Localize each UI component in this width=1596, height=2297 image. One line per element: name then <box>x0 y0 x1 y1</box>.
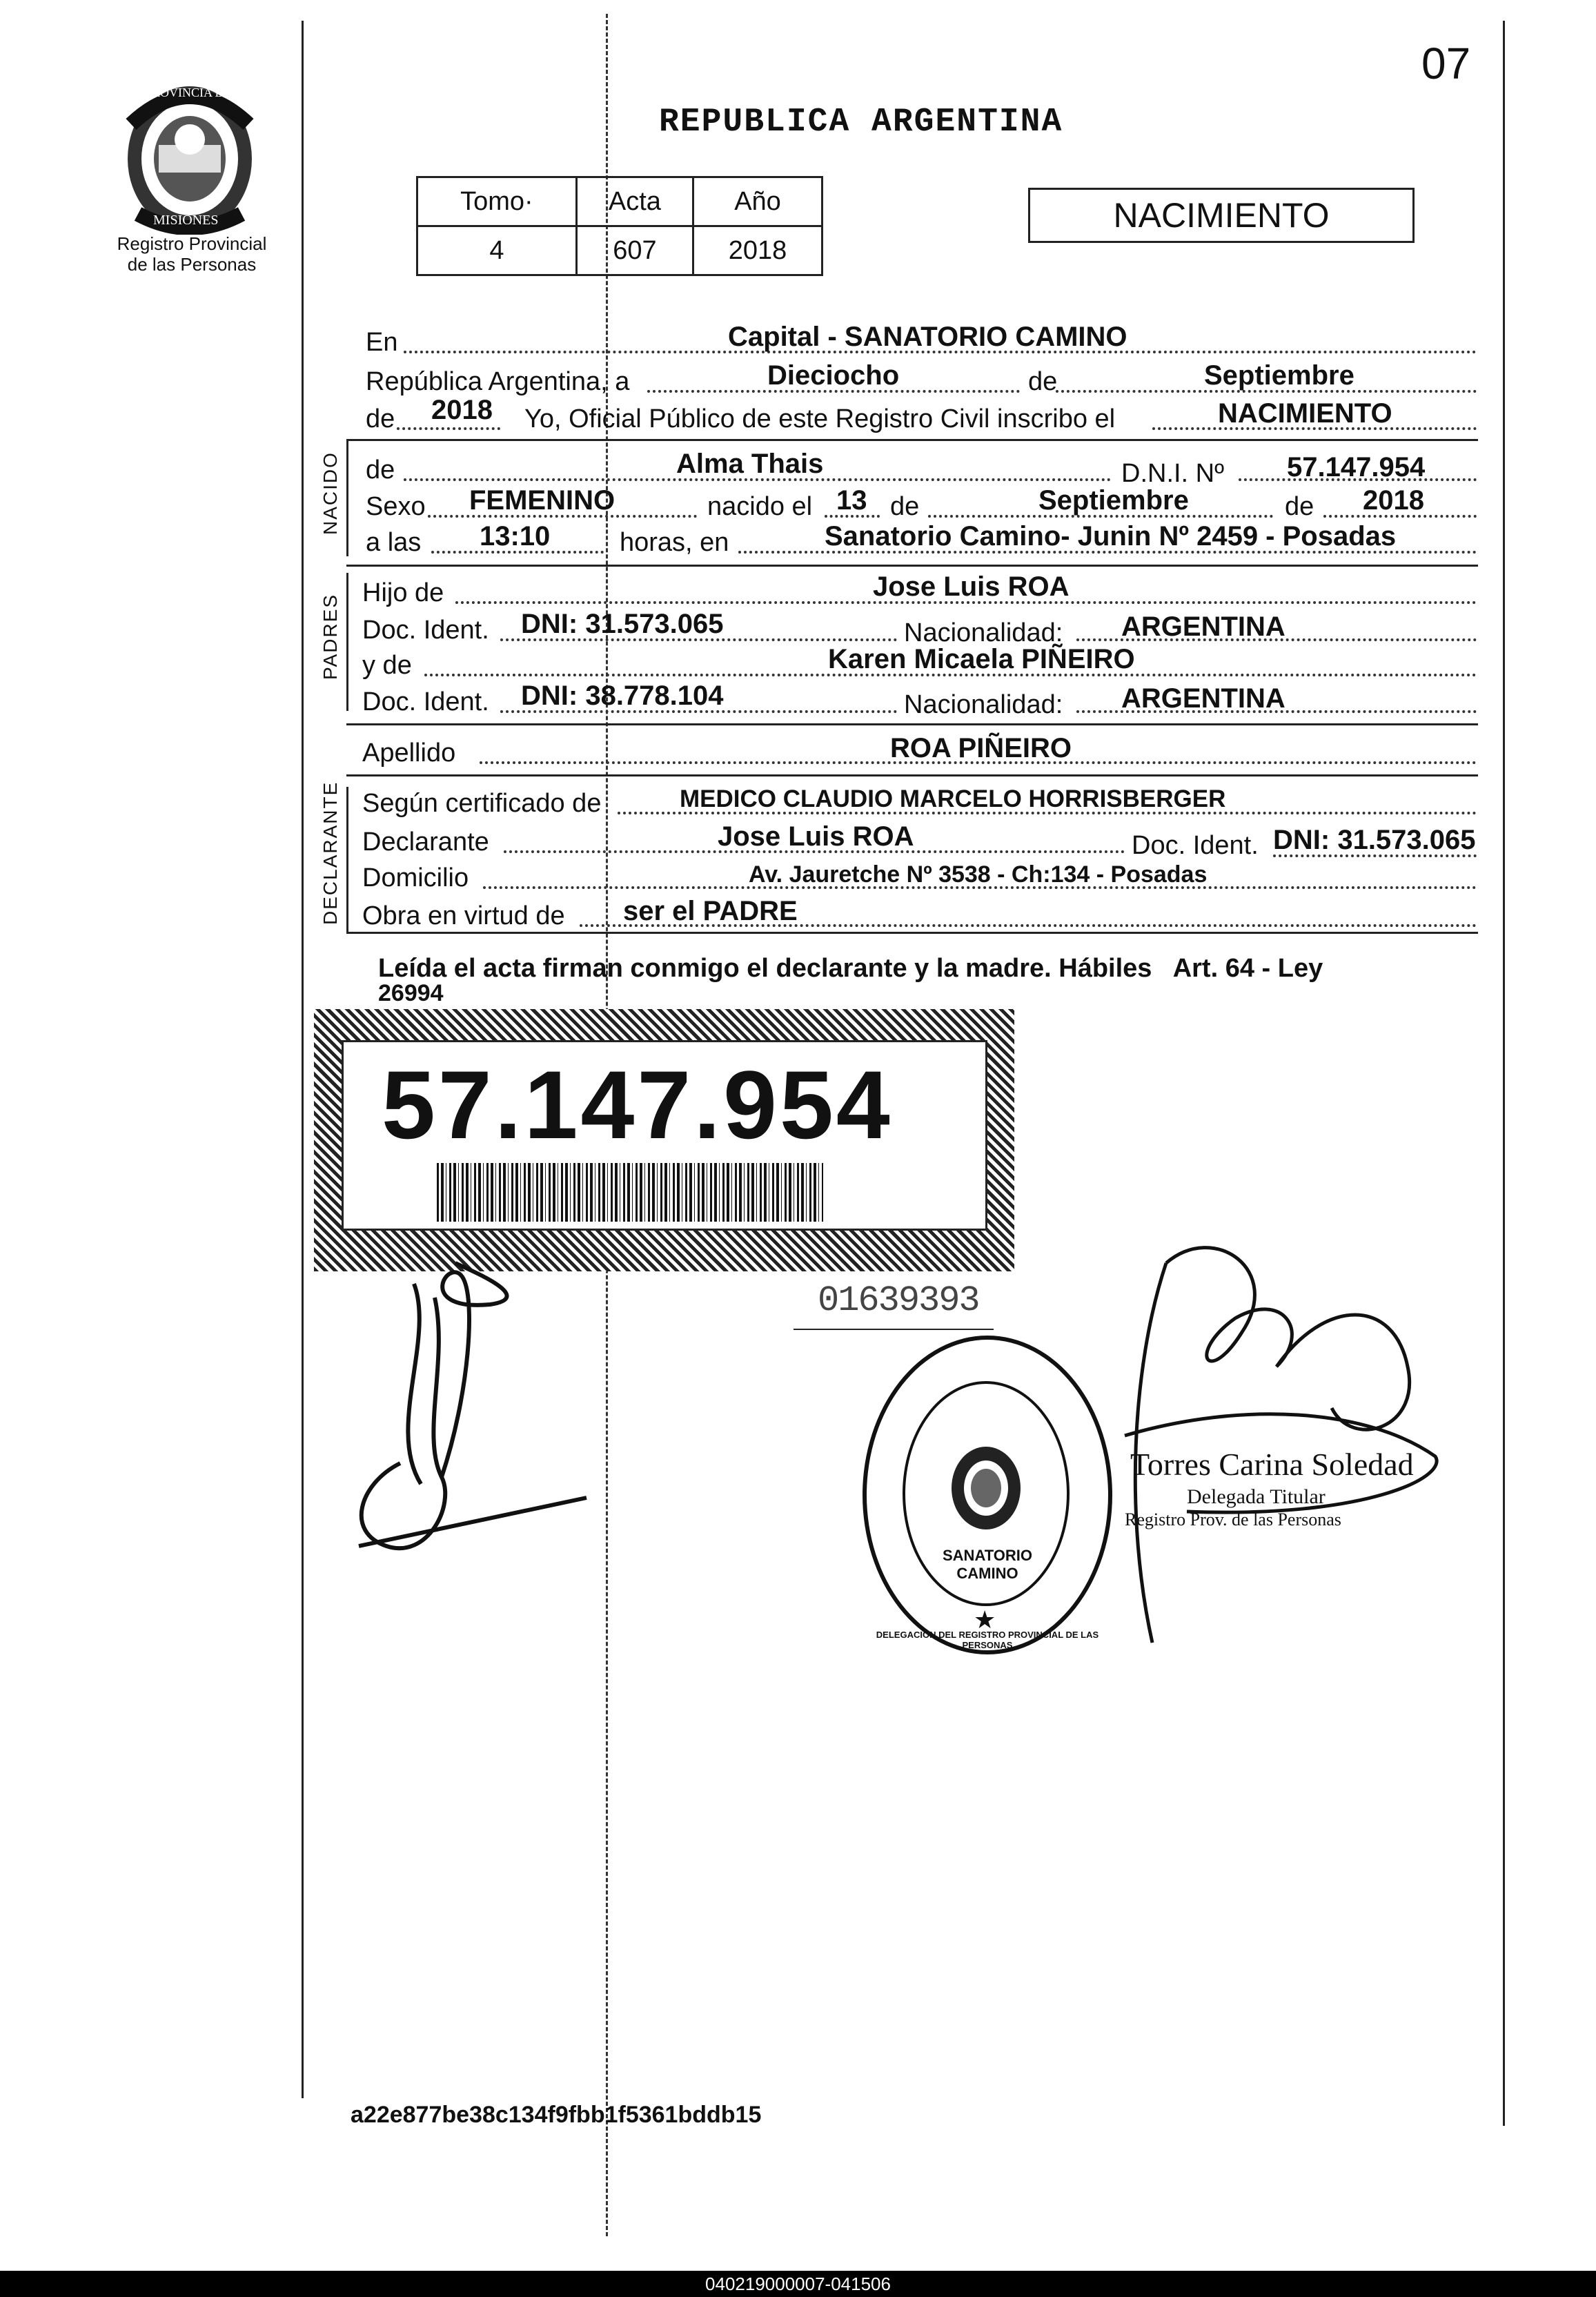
label-republica: República Argentina, a <box>366 367 630 396</box>
value-padre-doc: DNI: 31.573.065 <box>521 609 724 639</box>
label-de2: de <box>890 492 920 521</box>
seal-top-text: PROVINCIA DE <box>145 86 232 99</box>
label-en: En <box>366 328 398 357</box>
value-nac-dia: 13 <box>836 485 867 516</box>
logo-caption-2: de las Personas <box>127 254 257 275</box>
serial-underline <box>794 1329 994 1330</box>
closing-line-2: 26994 <box>378 980 444 1006</box>
official-signature <box>1104 1229 1463 1656</box>
footer-code: 040219000007-041506 <box>705 2273 891 2294</box>
label-horas-en: horas, en <box>620 528 729 557</box>
left-margin-line <box>302 21 304 2098</box>
label-y-de: y de <box>362 651 412 680</box>
label-yo: Yo, Oficial Público de este Registro Civil inscribo el <box>524 404 1116 433</box>
label-obra: Obra en virtud de <box>362 901 565 930</box>
page-number: 07 <box>1421 39 1471 88</box>
declarante-bracket <box>346 787 348 932</box>
table-value-anio: 2018 <box>693 226 822 275</box>
label-de-mid: de <box>1028 367 1058 396</box>
separator-5 <box>346 932 1478 934</box>
seal-bottom-text: MISIONES <box>153 213 219 228</box>
right-margin-line <box>1503 21 1505 2126</box>
serial-number: 01639393 <box>818 1280 979 1321</box>
separator-3 <box>346 723 1478 725</box>
value-dni: 57.147.954 <box>1287 452 1426 482</box>
label-a-las: a las <box>366 528 422 557</box>
label-de-name: de <box>366 456 395 485</box>
label-segun: Según certificado de <box>362 789 602 818</box>
registry-table <box>416 176 823 276</box>
value-domicilio: Av. Jauretche Nº 3538 - Ch:134 - Posadas <box>749 861 1208 888</box>
value-hora: 13:10 <box>480 521 551 551</box>
value-nac-mes: Septiembre <box>1038 485 1189 516</box>
value-obra: ser el PADRE <box>623 896 798 926</box>
official-stamp <box>863 1336 1112 1654</box>
table-value-acta: 607 <box>576 226 693 275</box>
separator-2 <box>346 565 1478 567</box>
value-declarante: Jose Luis ROA <box>718 821 914 852</box>
value-apellido: ROA PIÑEIRO <box>890 733 1072 763</box>
stamp-ring-text: DELEGACION DEL REGISTRO PROVINCIAL DE LAS PERSONAS <box>876 1630 1099 1650</box>
value-mes: Septiembre <box>1204 360 1354 391</box>
label-sexo: Sexo <box>366 492 426 521</box>
value-padre-nac: ARGENTINA <box>1121 612 1285 642</box>
barcode-icon <box>437 1163 823 1222</box>
province-seal-logo <box>117 76 262 235</box>
declarant-signature <box>331 1256 621 1560</box>
label-apellido: Apellido <box>362 739 456 768</box>
document-hash: a22e877be38c134f9fbb1f5361bddb15 <box>351 2102 762 2128</box>
value-nac-anio: 2018 <box>1363 485 1424 516</box>
value-padre: Jose Luis ROA <box>873 571 1070 602</box>
label-declarante: Declarante <box>362 828 489 857</box>
official-name: Torres Carina Soledad <box>1130 1447 1414 1482</box>
value-lugar: Capital - SANATORIO CAMINO <box>728 322 1127 352</box>
value-sexo: FEMENINO <box>469 485 615 516</box>
country-title: REPUBLICA ARGENTINA <box>659 104 1063 141</box>
stamp-emblem-icon <box>948 1443 1024 1533</box>
dots-declarante-doc <box>1273 854 1477 857</box>
label-nacionalidad-madre: Nacionalidad: <box>904 690 1063 719</box>
label-nacionalidad-padre: Nacionalidad: <box>904 618 1063 647</box>
label-de-start: de <box>366 404 395 433</box>
label-de3: de <box>1285 492 1314 521</box>
stamp-inner-text: SANATORIO CAMINO <box>943 1547 1032 1582</box>
table-header-anio: Año <box>693 177 822 226</box>
value-madre-doc: DNI: 38.778.104 <box>521 681 724 711</box>
closing-line-1: Leída el acta firman conmigo el declarante y la madre. Hábiles Art. 64 - Ley <box>378 954 1323 983</box>
padres-bracket <box>346 573 348 711</box>
label-nacido-el: nacido el <box>707 492 813 521</box>
side-label-padres: PADRES <box>319 593 341 680</box>
sticker-inner <box>342 1040 987 1231</box>
doc-type-label: NACIMIENTO <box>1113 196 1330 235</box>
value-certificado: MEDICO CLAUDIO MARCELO HORRISBERGER <box>680 785 1226 812</box>
value-anio: 2018 <box>431 395 493 425</box>
label-dni: D.N.I. Nº <box>1121 459 1224 488</box>
value-dia: Dieciocho <box>767 360 900 391</box>
nacido-bracket <box>346 439 348 556</box>
label-doc-ident-padre: Doc. Ident. <box>362 616 489 645</box>
separator-4 <box>346 774 1478 776</box>
side-label-nacido: NACIDO <box>319 451 341 535</box>
logo-caption-1: Registro Provincial <box>117 233 267 254</box>
official-title-1: Delegada Titular <box>1187 1485 1326 1508</box>
value-madre-nac: ARGENTINA <box>1121 683 1285 714</box>
label-doc-ident-madre: Doc. Ident. <box>362 687 489 716</box>
star-icon: ★ <box>974 1605 996 1634</box>
value-madre: Karen Micaela PIÑEIRO <box>828 644 1135 674</box>
separator-1 <box>346 439 1478 441</box>
table-value-tomo: 4 <box>417 226 577 275</box>
doc-type-box <box>1028 188 1415 243</box>
value-nombre: Alma Thais <box>676 449 824 479</box>
official-title-2: Registro Prov. de las Personas <box>1125 1509 1341 1529</box>
dni-sticker <box>314 1009 1014 1271</box>
value-declarante-doc: DNI: 31.573.065 <box>1273 825 1476 855</box>
label-domicilio: Domicilio <box>362 863 469 892</box>
value-lugar-nac: Sanatorio Camino- Junin Nº 2459 - Posadas <box>825 521 1397 551</box>
label-hijo-de: Hijo de <box>362 578 444 607</box>
table-header-tomo: Tomo· <box>417 177 577 226</box>
value-acto: NACIMIENTO <box>1218 398 1392 429</box>
side-label-declarante: DECLARANTE <box>319 781 341 925</box>
footer-bar <box>0 2271 1596 2297</box>
label-doc-ident-declarante: Doc. Ident. <box>1132 831 1259 860</box>
sticker-number: 57.147.954 <box>382 1050 893 1159</box>
dots-anio <box>397 427 500 430</box>
table-header-acta: Acta <box>576 177 693 226</box>
